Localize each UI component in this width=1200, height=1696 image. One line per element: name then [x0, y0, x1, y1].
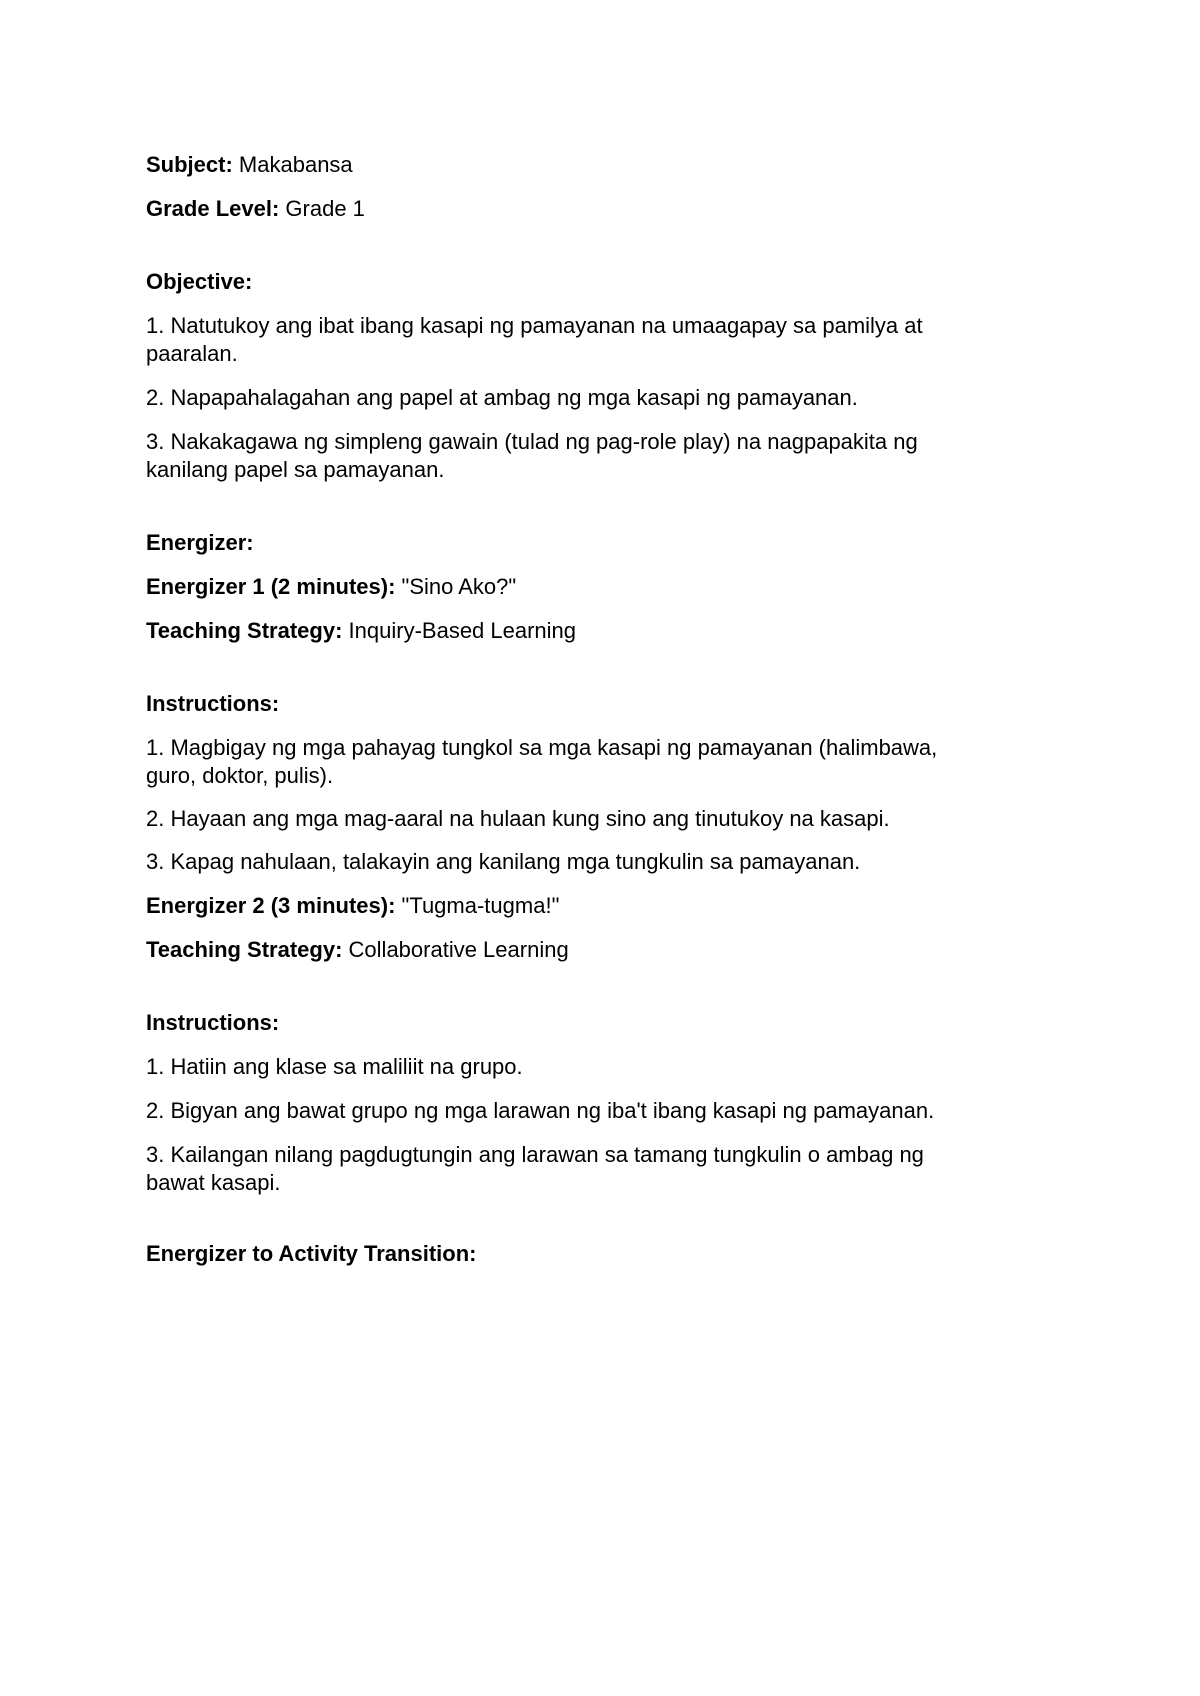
energizer-1-instruction-2: 2. Hayaan ang mga mag-aaral na hulaan kung sino ang tinutukoy na kasapi.: [146, 806, 890, 831]
energizer-1-strategy-line: [146, 617, 1046, 645]
objective-item-2: 2. Napapahalagahan ang papel at ambag ng mga kasapi ng pamayanan.: [146, 385, 858, 410]
grade-level-value: Grade 1: [285, 196, 365, 221]
energizer-2-label: Energizer 2 (3 minutes):: [146, 893, 396, 918]
energizer-1-instruction-3: 3. Kapag nahulaan, talakayin ang kanilang mga tungkulin sa pamayanan.: [146, 849, 861, 874]
energizer-2-instructions-heading: Instructions:: [146, 1010, 280, 1035]
objective-item-3-line-1: 3. Nakakagawa ng simpleng gawain (tulad ng pag-role play) na nagpapakita ng: [146, 429, 918, 454]
energizer-1-instruction-1-line-2: guro, doktor, pulis).: [146, 763, 334, 788]
objective-item-1-line-1: 1. Natutukoy ang ibat ibang kasapi ng pamayanan na umaagapay sa pamilya at: [146, 313, 923, 338]
energizer-2-instruction-1: 1. Hatiin ang klase sa maliliit na grupo.: [146, 1054, 523, 1079]
grade-level-label: Grade Level:: [146, 196, 280, 221]
energizer-2-instruction-3-line-2: bawat kasapi.: [146, 1170, 281, 1195]
energizer-2-instruction-3-line-1: 3. Kailangan nilang pagdugtungin ang larawan sa tamang tungkulin o ambag ng: [146, 1142, 924, 1167]
energizer-1-instructions-heading: Instructions:: [146, 691, 280, 716]
energizer-1-strategy-value: Inquiry-Based Learning: [348, 618, 577, 643]
subject-value: Makabansa: [238, 152, 353, 177]
subject-label: Subject:: [146, 152, 233, 177]
objective-item-1-line-2: paaralan.: [146, 341, 238, 366]
energizer-1-strategy-label: Teaching Strategy:: [146, 618, 343, 643]
energizer-heading: Energizer:: [146, 530, 254, 555]
energizer-2-value: "Tugma-tugma!": [401, 893, 560, 918]
subject-line: [146, 151, 1046, 179]
grade-level-line: [146, 195, 1046, 223]
objective-heading: Objective:: [146, 269, 253, 294]
energizer-1-value: "Sino Ako?": [401, 574, 517, 599]
document-page: [146, 0, 1046, 1696]
objective-item-3-line-2: kanilang papel sa pamayanan.: [146, 457, 445, 482]
energizer-2-strategy-value: Collaborative Learning: [348, 937, 569, 962]
energizer-2-instruction-2: 2. Bigyan ang bawat grupo ng mga larawan ng iba't ibang kasapi ng pamayanan.: [146, 1098, 935, 1123]
energizer-2-strategy-label: Teaching Strategy:: [146, 937, 343, 962]
transition-heading: Energizer to Activity Transition:: [146, 1241, 477, 1266]
energizer-2-strategy-line: [146, 936, 1046, 964]
energizer-2-line: [146, 892, 1046, 920]
energizer-1-label: Energizer 1 (2 minutes):: [146, 574, 396, 599]
energizer-1-line: [146, 573, 1046, 601]
energizer-1-instruction-1-line-1: 1. Magbigay ng mga pahayag tungkol sa mga kasapi ng pamayanan (halimbawa,: [146, 735, 938, 760]
